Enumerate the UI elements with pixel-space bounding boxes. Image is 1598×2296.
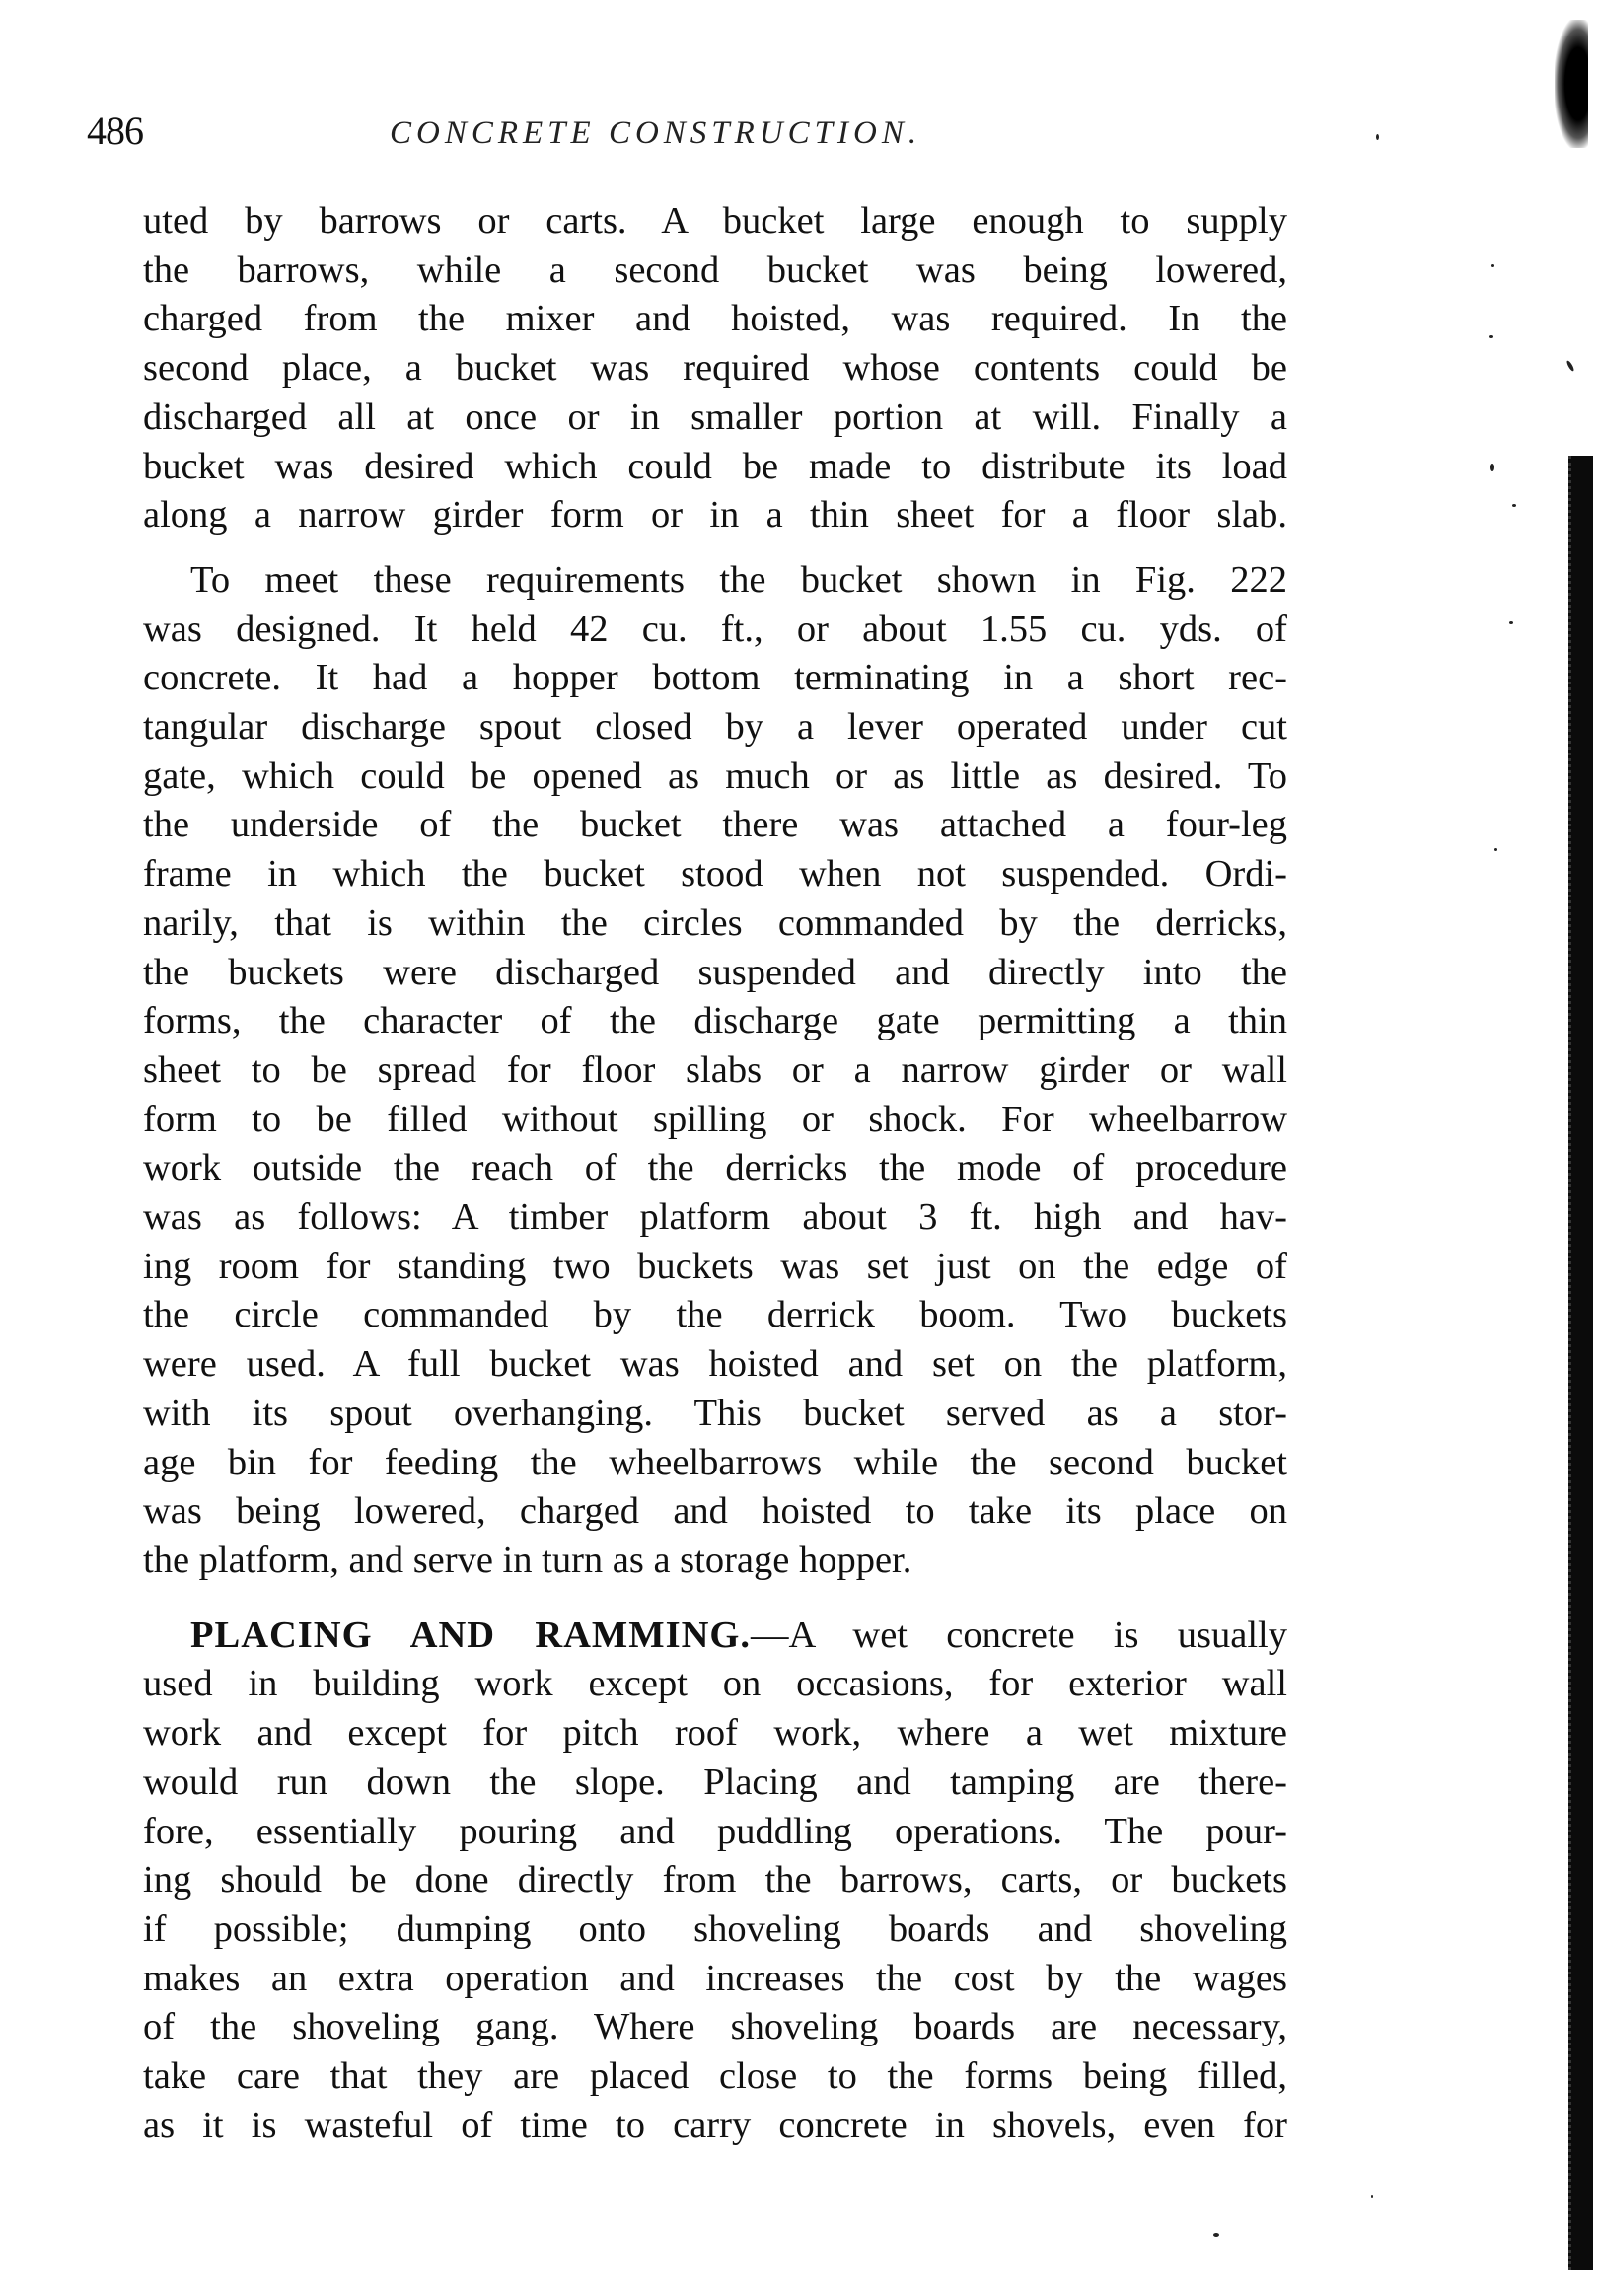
text-line: ing should be done directly from the barrows, carts, or buckets bbox=[143, 1859, 1287, 1901]
scan-speck bbox=[1376, 134, 1379, 140]
text-line: the circle commanded by the derrick boom. Two buckets bbox=[143, 1294, 1287, 1336]
scan-speck bbox=[1371, 2195, 1373, 2198]
scan-speck bbox=[1491, 264, 1494, 267]
text-line: take care that they are placed close to the forms being filled, bbox=[143, 2055, 1287, 2098]
text-line: with its spout overhanging. This bucket served as a stor- bbox=[143, 1392, 1287, 1434]
text-line: forms, the character of the discharge gate permitting a thin bbox=[143, 1000, 1287, 1042]
paragraph-2 bbox=[143, 556, 1287, 1586]
text-line: gate, which could be opened as much or as little as desired. To bbox=[143, 754, 1287, 797]
text-line: tangular discharge spout closed by a lever operated under cut bbox=[143, 706, 1287, 749]
text-line: of the shoveling gang. Where shoveling boards are necessary, bbox=[143, 2006, 1287, 2048]
text-line: the buckets were discharged suspended and directly into the bbox=[143, 951, 1287, 993]
text-line: was designed. It held 42 cu. ft., or about 1.55 cu. yds. of bbox=[143, 608, 1287, 650]
scan-speck bbox=[1489, 335, 1493, 338]
text-line: would run down the slope. Placing and tamping are there- bbox=[143, 1760, 1287, 1803]
text-run: —A wet concrete is usually bbox=[750, 1614, 1287, 1656]
text-line: the barrows, while a second bucket was being lowered, bbox=[143, 249, 1287, 291]
text-line: second place, a bucket was required whose contents could be bbox=[143, 347, 1287, 390]
section-heading: PLACING AND RAMMING. bbox=[190, 1614, 751, 1656]
text-line: concrete. It had a hopper bottom terminating in a short rec- bbox=[143, 657, 1287, 699]
text-line: if possible; dumping onto shoveling boards and shoveling bbox=[143, 1907, 1287, 1950]
text-line: the underside of the bucket there was attached a four-leg bbox=[143, 804, 1287, 846]
scan-binding-shadow-top bbox=[1555, 20, 1588, 148]
text-line: To meet these requirements the bucket shown in Fig. 222 bbox=[190, 558, 1287, 601]
paragraph-3 bbox=[143, 1612, 1287, 2151]
text-line: was as follows: A timber platform about 3 ft. high and hav- bbox=[143, 1196, 1287, 1239]
text-line: was being lowered, charged and hoisted to take its place on bbox=[143, 1490, 1287, 1533]
scan-speck bbox=[1213, 2233, 1219, 2237]
text-line: bucket was desired which could be made to distribute its load bbox=[143, 445, 1287, 487]
running-head bbox=[87, 107, 1369, 156]
text-line: were used. A full bucket was hoisted and set on the platform, bbox=[143, 1343, 1287, 1386]
text-line: uted by barrows or carts. A bucket large enough to supply bbox=[143, 200, 1287, 242]
text-line: age bin for feeding the wheelbarrows while the second bucket bbox=[143, 1441, 1287, 1483]
page-number: 486 bbox=[87, 108, 143, 153]
scan-speck bbox=[1565, 360, 1574, 372]
text-line: work outside the reach of the derricks the mode of procedure bbox=[143, 1147, 1287, 1189]
text-line-with-heading bbox=[143, 1612, 1287, 1661]
text-line: work and except for pitch roof work, where a wet mixture bbox=[143, 1712, 1287, 1755]
scan-binding-edge bbox=[1568, 456, 1593, 2270]
scan-speck bbox=[1512, 504, 1516, 507]
text-line: along a narrow girder form or in a thin sheet for a floor slab. bbox=[143, 494, 1287, 537]
text-line: used in building work except on occasions, for exterior wall bbox=[143, 1663, 1287, 1705]
text-line: makes an extra operation and increases the cost by the wages bbox=[143, 1957, 1287, 1999]
text-line: the platform, and serve in turn as a storage hopper. bbox=[143, 1539, 912, 1581]
text-line: form to be filled without spilling or shock. For wheelbarrow bbox=[143, 1098, 1287, 1140]
text-line: discharged all at once or in smaller portion at will. Finally a bbox=[143, 395, 1287, 438]
running-title: CONCRETE CONSTRUCTION. bbox=[390, 115, 922, 151]
text-line: ing room for standing two buckets was set just on the edge of bbox=[143, 1245, 1287, 1287]
text-line: as it is wasteful of time to carry concrete in shovels, even for bbox=[143, 2104, 1287, 2146]
text-line: sheet to be spread for floor slabs or a narrow girder or wall bbox=[143, 1048, 1287, 1091]
paragraph-1 bbox=[143, 197, 1287, 540]
scan-speck bbox=[1490, 464, 1494, 471]
scan-speck bbox=[1509, 621, 1513, 624]
text-line: frame in which the bucket stood when not suspended. Ordi- bbox=[143, 853, 1287, 896]
text-line: narily, that is within the circles commanded by the derricks, bbox=[143, 901, 1287, 944]
body-text bbox=[143, 197, 1287, 2150]
text-line: charged from the mixer and hoisted, was required. In the bbox=[143, 298, 1287, 340]
text-line: fore, essentially pouring and puddling operations. The pour- bbox=[143, 1810, 1287, 1852]
scan-speck bbox=[1494, 848, 1497, 851]
